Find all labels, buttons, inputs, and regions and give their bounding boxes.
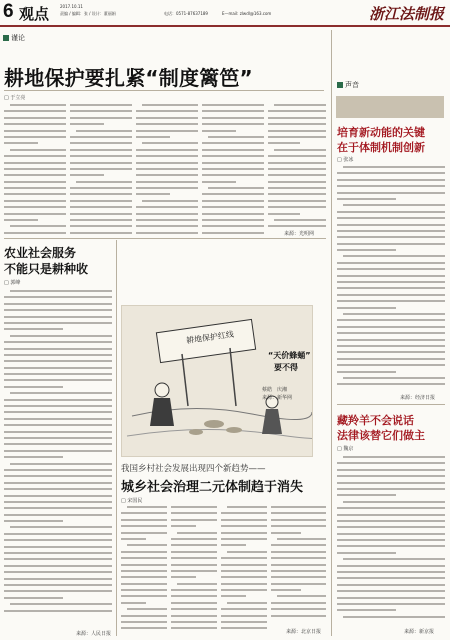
cartoon-caption-2: 来源：新华网 xyxy=(262,395,293,401)
right-credit-1: 来源：经济日报 xyxy=(400,395,436,401)
masthead xyxy=(0,0,450,26)
right-headline-2-line1: 藏羚羊不会说话 xyxy=(337,414,414,427)
main-article-col-1 xyxy=(4,104,66,238)
right-author-2: □ 魏京 xyxy=(337,446,354,452)
column-tag-left: 谨论 xyxy=(3,33,43,43)
divider xyxy=(4,90,324,91)
feature-col-2 xyxy=(171,506,217,634)
divider xyxy=(337,404,445,405)
feature-kicker: 我国乡村社会发展出现四个新趋势—— xyxy=(121,464,266,474)
cartoon-sign-text: 耕地保护红线 xyxy=(185,329,235,346)
main-headline: 耕地保护要扎紧“制度篱笆” xyxy=(4,66,253,90)
editorial-cartoon xyxy=(121,305,313,457)
side-author: □ 郭峰 xyxy=(4,280,21,286)
side-headline-line1: 农业社会服务 xyxy=(4,246,77,260)
right-headline-1-line1: 培育新动能的关键 xyxy=(337,126,425,139)
right-headline-1-line2: 在于体制机制创新 xyxy=(337,141,425,154)
right-column-divider xyxy=(331,30,332,636)
main-article-col-3 xyxy=(136,104,198,238)
side-headline-line2: 不能只是耕种收 xyxy=(4,262,89,276)
cartoon-subtitle: 要不得 xyxy=(274,363,298,372)
email-line: E—mail: zlwdl@163.com xyxy=(222,11,272,16)
main-article-col-5 xyxy=(268,104,326,230)
column-tag-right: 声音 xyxy=(337,80,377,90)
decorative-banner xyxy=(336,96,444,118)
cartoon-title: “天价蜂蛹” xyxy=(268,351,311,360)
main-credit: 来源：光明网 xyxy=(284,231,315,237)
phone-line: 电话：0571-87637189 xyxy=(164,11,208,16)
page-number: 6 xyxy=(3,1,14,22)
editor-line: 责编 / 编辑：张 / 设计：董丽娟 xyxy=(60,11,116,16)
right-credit-2: 来源：新京报 xyxy=(404,629,435,635)
cartoon-caption-1: 蔡皓 庆湘 xyxy=(262,387,288,393)
divider xyxy=(4,238,326,239)
right-headline-2-line2: 法律该替它们做主 xyxy=(337,429,425,442)
issue-date: 2017.10.11 xyxy=(60,4,83,9)
main-article-col-4 xyxy=(202,104,264,238)
side-credit: 来源：人民日报 xyxy=(76,631,112,637)
feature-credit: 来源：北京日报 xyxy=(286,629,322,635)
right-article-2-text xyxy=(337,456,445,626)
top-rule xyxy=(0,25,450,27)
main-author: □ 于立亮 xyxy=(4,95,26,101)
section-name: 观点 xyxy=(19,5,50,23)
feature-headline: 城乡社会治理二元体制趋于消失 xyxy=(121,480,304,495)
feature-col-4 xyxy=(271,506,326,626)
main-article-col-2 xyxy=(70,104,132,238)
brand-logo: 浙江法制报 xyxy=(368,5,444,23)
feature-col-3 xyxy=(221,506,267,634)
side-article-text xyxy=(4,290,112,630)
cartoon-drawing xyxy=(122,306,313,457)
column-divider xyxy=(116,240,117,636)
right-author-1: □ 张冰 xyxy=(337,157,354,163)
feature-col-1 xyxy=(121,506,167,634)
right-article-1-text xyxy=(337,166,445,394)
feature-author: □ 宋国民 xyxy=(121,498,143,504)
